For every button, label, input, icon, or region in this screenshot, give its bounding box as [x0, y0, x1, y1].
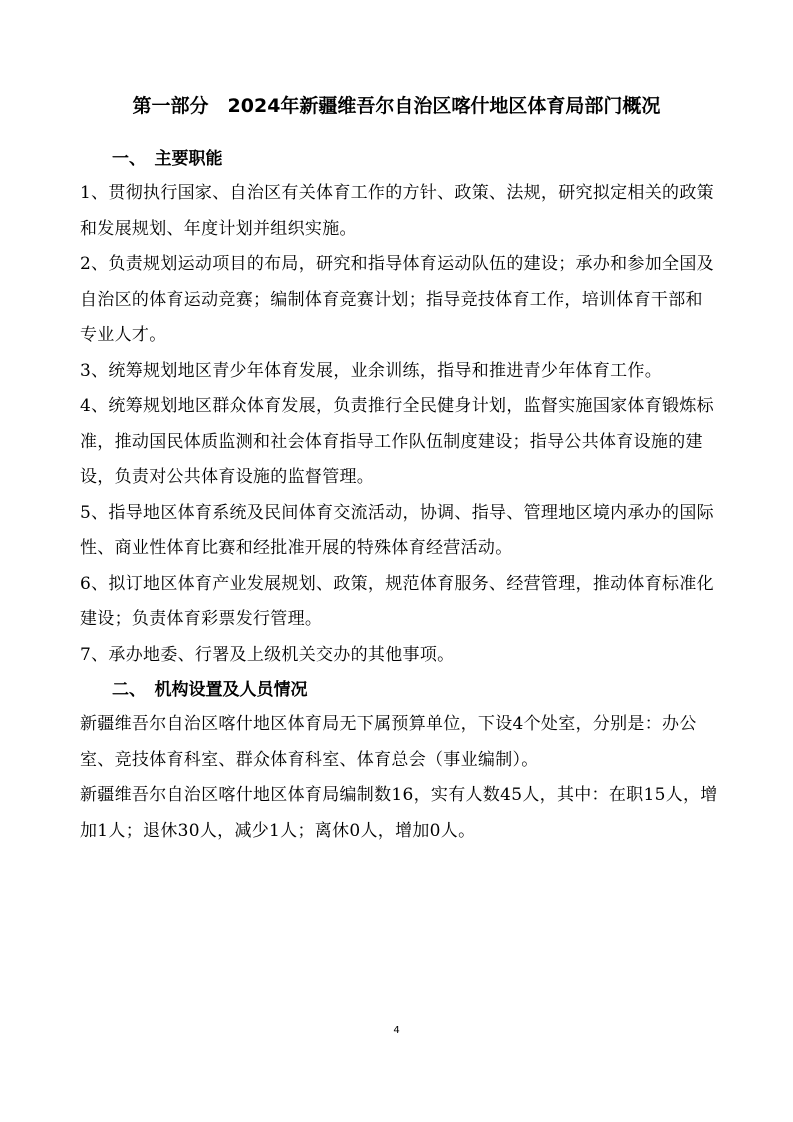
function-item-5 [80, 496, 718, 567]
staffing-paragraph [80, 778, 718, 849]
function-item-3-text: 3、统筹规划地区青少年体育发展，业余训练，指导和推进青少年体育工作。 [80, 360, 663, 381]
page-number: 4 [393, 1025, 400, 1036]
function-item-4-text: 4、统筹规划地区群众体育发展，负责推行全民健身计划，监督实施国家体育锻炼标准，推动国民体质监测和社会体育指导工作队伍制度建设；指导公共体育设施的建设，负责对公共体育设施的监督管理。 [80, 396, 714, 487]
function-item-4 [80, 389, 718, 496]
function-item-2-text: 2、负责规划运动项目的布局，研究和指导体育运动队伍的建设；承办和参加全国及自治区的体育运动竞赛；编制体育竞赛计划；指导竞技体育工作，培训体育干部和专业人才。 [80, 254, 714, 345]
document-body [80, 142, 718, 849]
section-heading-organization: 二、 机构设置及人员情况 [112, 680, 308, 700]
function-item-1 [80, 176, 718, 247]
function-item-5-text: 5、指导地区体育系统及民间体育交流活动，协调、指导、管理地区境内承办的国际性、商业性体育比赛和经批准开展的特殊体育经营活动。 [80, 502, 714, 558]
function-item-3 [80, 354, 718, 390]
function-item-1-text: 1、贯彻执行国家、自治区有关体育工作的方针、政策、法规，研究拟定相关的政策和发展规划、年度计划并组织实施。 [80, 183, 714, 239]
organization-paragraph-text: 新疆维吾尔自治区喀什地区体育局无下属预算单位，下设4个处室，分别是：办公室、竞技体育科室、群众体育科室、体育总会（事业编制）。 [80, 714, 697, 770]
function-item-7 [80, 638, 718, 674]
organization-paragraph [80, 707, 718, 778]
staffing-paragraph-text: 新疆维吾尔自治区喀什地区体育局编制数16，实有人数45人，其中：在职15人，增加1人；退休30人，减少1人；离休0人，增加0人。 [80, 785, 718, 841]
function-item-6-text: 6、拟订地区体育产业发展规划、政策，规范体育服务、经营管理，推动体育标准化建设；负责体育彩票发行管理。 [80, 573, 714, 629]
page-title: 第一部分 2024年新疆维吾尔自治区喀什地区体育局部门概况 [132, 95, 661, 117]
function-item-6 [80, 567, 718, 638]
section-heading-main-functions: 一、 主要职能 [112, 149, 223, 169]
function-item-7-text: 7、承办地委、行署及上级机关交办的其他事项。 [80, 644, 455, 665]
function-item-2 [80, 247, 718, 354]
